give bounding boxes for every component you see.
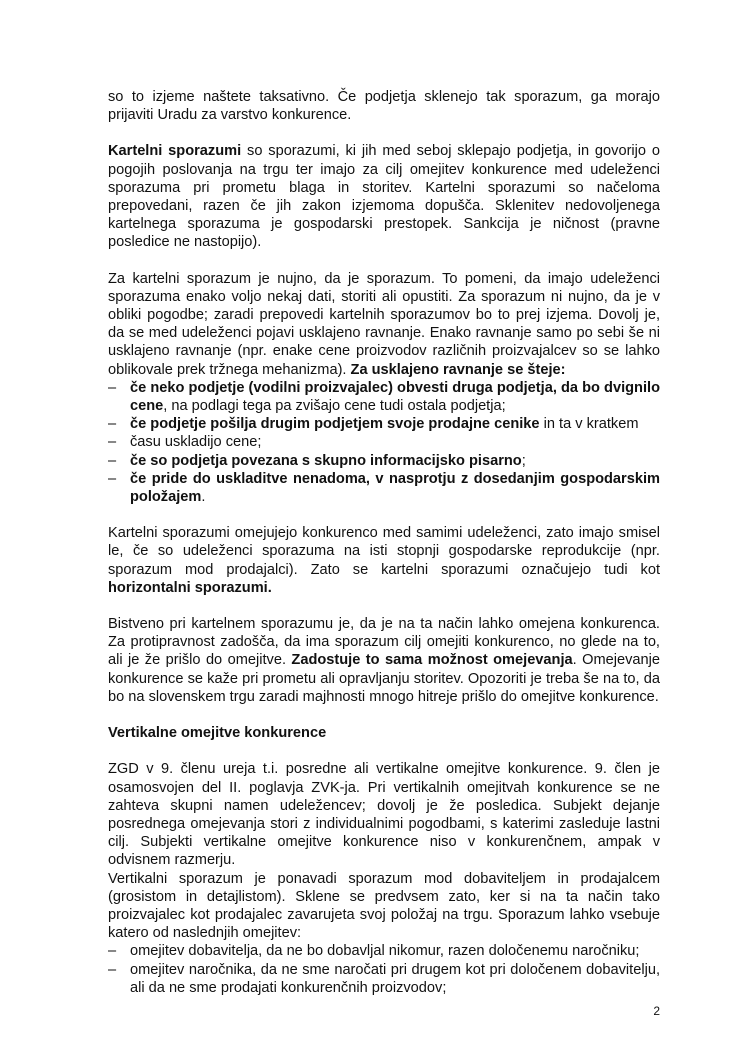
list-omejitve [108, 942, 660, 997]
section-heading: Vertikalne omejitve konkurence [108, 725, 327, 742]
list-item: – času uskladijo cene; [108, 433, 660, 451]
paragraph-vertikalni-sporazum: Vertikalni sporazum je ponavadi sporazum mod dobaviteljem in prodajalcem (grosistom in detajlistom). Sklene se predvsem zato, ker si na ta način tako proizvajalec kot prodajalec zavarujeta svoj položaj na trgu. Sporazum lahko vsebuje katero od naslednjih omejitev: [108, 870, 660, 942]
list-item: – omejitev dobavitelja, da ne bo dobavljal nikomur, razen določenemu naročniku; [108, 942, 660, 960]
list-item: – če so podjetja povezana s skupno informacijsko pisarno; [108, 452, 660, 470]
page-number: 2 [653, 1004, 660, 1018]
paragraph-sporazum: Za kartelni sporazum je nujno, da je sporazum. To pomeni, da imajo udeleženci sporazuma enako voljo nekaj dati, storiti ali opustiti. Za sporazum ni nujno, da je v obliki pogodbe; zaradi prepovedi kartelnih sporazumov bo to prej izjema. Dovolj je, da se med udeleženci pojavi usklajeno ravnanje. Enako ravnanje samo po sebi še ni usklajeno ravnanje (npr. enake cene proizvodov različnih proizvajalcev so se lahko oblikovale prek tržnega mehanizma). Za usklajeno ravnanje se šteje: [108, 270, 660, 378]
term-kartelni-sporazumi: Kartelni sporazumi [108, 143, 242, 160]
term-moznost-omejevanja: Zadostuje to sama možnost omejevanja [291, 652, 573, 669]
list-item: – omejitev naročnika, da ne sme naročati pri drugem kot pri določenem dobavitelju, ali da ne sme prodajati konkurenčnih proizvodov; [108, 961, 660, 997]
term-usklajeno-ravnanje: Za usklajeno ravnanje se šteje: [350, 361, 566, 378]
paragraph-horizontalni: Kartelni sporazumi omejujejo konkurenco med samimi udeleženci, zato imajo smisel le, če so udeleženci sporazuma na isti stopnji gospodarske reprodukcije (npr. sporazum mod prodajalci). Zato se kartelni sporazumi označujejo tudi kot horizontalni sporazumi. [108, 525, 660, 596]
list-item: – če podjetje pošilja drugim podjetjem svoje prodajne cenike in ta v kratkem [108, 415, 660, 433]
paragraph-kartelni: Kartelni sporazumi so sporazumi, ki jih med seboj sklepajo podjetja, in govorijo o pogojih poslovanja na trgu ter imajo za cilj omejitev konkurence med udeleženci sporazuma pri prometu blaga in storitev. Kartelni sporazumi so načeloma prepovedani, razen če jih zakon izjemoma dopušča. Sklenitev nedovoljenega kartelnega sporazuma je gospodarski prestopek. Sankcija je ničnost (pravne posledice ne nastopijo). [108, 143, 660, 251]
list-usklajeno-ravnanje [108, 379, 660, 506]
list-item: – če neko podjetje (vodilni proizvajalec) obvesti druga podjetja, da bo dvignilo cene, na podlagi tega pa zvišajo cene tudi ostala podjetja; [108, 379, 660, 415]
paragraph-zgd: ZGD v 9. členu ureja t.i. posredne ali vertikalne omejitve konkurence. 9. člen je osamosvojen del II. poglavja ZVK-ja. Pri vertikalnih omejitvah konkurence se ne zahteva skupni namen udeležencev; dovolj je že posledica. Subjekt dejanje posrednega omejevanja stori z individualnimi pogodbami, s katerimi zasleduje lastni cilj. Subjekti vertikalne omejitve konkurence niso v konkurenčnem, ampak v odvisnem razmerju. [108, 761, 660, 869]
term-horizontalni-sporazumi: horizontalni sporazumi. [108, 579, 272, 596]
paragraph-intro: so to izjeme naštete taksativno. Če podjetja sklenejo tak sporazum, ga morajo prijaviti Uradu za varstvo konkurence. [108, 89, 660, 124]
list-item: – če pride do uskladitve nenadoma, v nasprotju z dosedanjim gospodarskim položajem. [108, 470, 660, 506]
paragraph-bistveno: Bistveno pri kartelnem sporazumu je, da je na ta način lahko omejena konkurenca. Za protipravnost zadošča, da ima sporazum cilj omejiti konkurenco, no glede na to, ali je že prišlo do omejitve. Zadostuje to sama možnost omejevanja. Omejevanje konkurence se kaže pri prometu ali opravljanju storitev. Opozoriti je treba še na to, da bo na slovenskem trgu zaradi majhnosti mnogo hitreje prišlo do omejitve konkurence. [108, 616, 660, 705]
